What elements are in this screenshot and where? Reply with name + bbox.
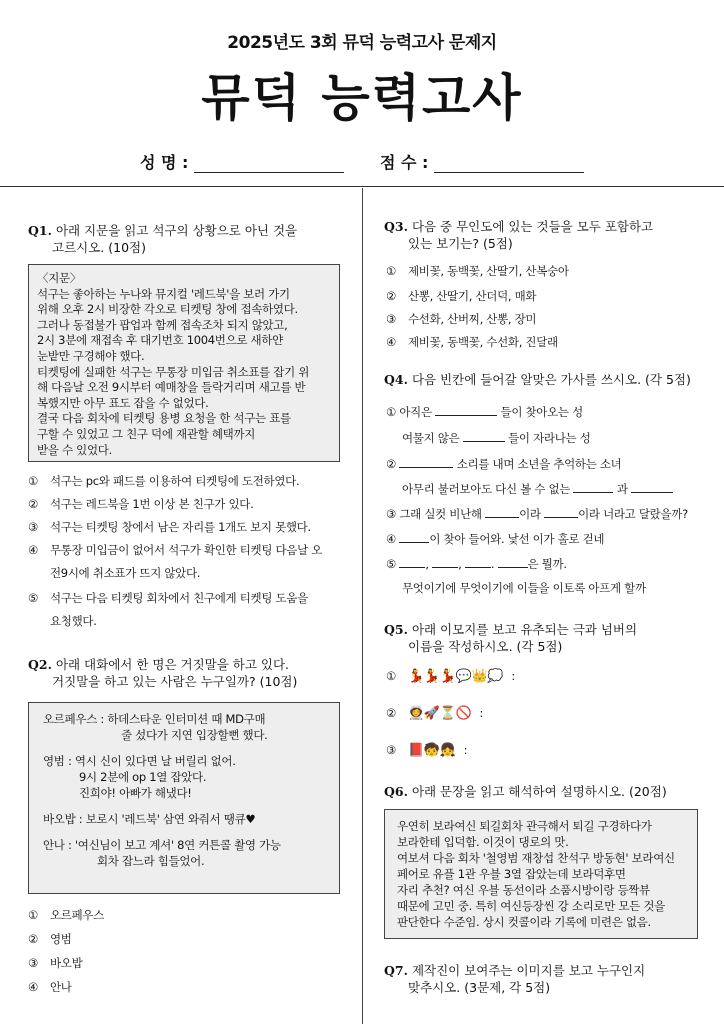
q2-dialog-line: 바오밥 : 보로시 '레드북' 삼연 와줘서 땡큐♥ — [43, 812, 256, 826]
q1-option-text: 석구는 다음 티켓팅 회차에서 친구에게 티켓팅 도움을 — [50, 591, 308, 605]
q5-emoji-sequence: 👩‍🚀🚀⏳🚫 — [408, 706, 472, 721]
q2-option-text: 바오밥 — [50, 956, 83, 970]
q1-option[interactable] — [28, 519, 311, 535]
q4-line5-end: 이라 너라고 달랐을까? — [578, 507, 688, 521]
q4-line3 — [386, 455, 621, 472]
q3-text-line1: 다음 중 무인도에 있는 것들을 모두 포함하고 — [411, 219, 654, 234]
q1-prompt — [28, 222, 348, 256]
q3-option-text: 제비꽃, 동백꽃, 산딸기, 산복숭아 — [408, 264, 569, 278]
q4-line2-start: 여물지 않은 — [402, 431, 460, 445]
q4-blank-9[interactable] — [399, 555, 425, 568]
q1-option-marker: ⑤ — [28, 591, 39, 605]
q3-option-marker: ④ — [386, 335, 397, 349]
q4-line5-start: ③ 그래 실컷 비난해 — [386, 507, 482, 521]
q5-row — [386, 705, 483, 722]
q1-option-text: 전9시에 취소표가 뜨지 않았다. — [50, 566, 201, 580]
q1-option[interactable] — [28, 473, 299, 489]
q4-line7 — [386, 555, 567, 572]
q7-number: Q7. — [384, 963, 408, 978]
q1-passage-line: 석구는 좋아하는 누나와 뮤지컬 '레드북'을 보러 가기 — [37, 286, 290, 301]
q6-number: Q6. — [384, 784, 408, 799]
q4-line7-sep1: , — [425, 557, 429, 571]
q3-prompt — [384, 218, 714, 252]
q1-passage-line: 2시 3분에 재접속 후 대기번호 1004번으로 새하얀 — [37, 333, 283, 348]
q3-option[interactable] — [386, 288, 536, 304]
q4-line7-sep3: . — [490, 557, 495, 571]
q1-passage-line: 티켓팅에 실패한 석구는 무통장 미입금 취소표를 잡기 위 — [37, 364, 310, 379]
header-divider — [0, 186, 724, 187]
q4-line5-mid: 이라 — [519, 507, 541, 521]
q5-answer-colon[interactable]: : — [463, 743, 468, 757]
q3-option-text: 산뽕, 산딸기, 산더덕, 매화 — [408, 289, 537, 303]
q1-passage-box — [28, 264, 340, 462]
q1-text-line1: 아래 지문을 읽고 석구의 상황으로 아닌 것을 — [55, 223, 298, 238]
q2-dialog-line: 회차 잡느라 힘들었어. — [97, 854, 205, 868]
q2-dialog-line: 오르페우스 : 하데스타운 인터미션 때 MD구매 — [43, 712, 266, 726]
q6-passage-line: 판단한다 수준임. 상시 컷콜이라 기록에 미련은 없음. — [397, 915, 651, 929]
q7-text-line2: 맞추시오. (3문제, 각 5점) — [408, 980, 551, 995]
q6-passage-line: 여보셔 다음 회차 '철영범 재창섭 찬석구 방동현' 보라여신 — [397, 851, 675, 865]
q2-option-marker: ④ — [28, 980, 39, 994]
q1-option-text: 석구는 티켓팅 창에서 남은 자리를 1개도 보지 못했다. — [50, 520, 311, 534]
q1-option[interactable] — [28, 590, 308, 606]
q1-passage-line: 결국 다음 회차에 티켓팅 용병 요청을 한 석구는 표를 — [37, 411, 291, 426]
q3-option-marker: ② — [386, 289, 397, 303]
q6-text-line1: 아래 문장을 읽고 해석하여 설명하시오. (20점) — [411, 784, 667, 799]
q1-option-text: 석구는 레드북을 1번 이상 본 친구가 있다. — [50, 497, 254, 511]
q1-option-marker: ③ — [28, 520, 39, 534]
name-field — [140, 150, 344, 173]
score-label: 점 수 : — [380, 153, 429, 172]
q5-row — [386, 742, 467, 759]
q6-passage-line: 때문에 고민 중. 특히 여신등장씬 강 소리로만 모든 것을 — [397, 899, 665, 913]
q4-line4-mid: 과 — [616, 482, 628, 496]
q4-line2-end: 들이 자라나는 성 — [508, 431, 591, 445]
q5-emoji-sequence: 💃💃💃💬👑💭 — [408, 669, 504, 684]
q4-blank-2[interactable] — [463, 429, 505, 442]
q4-line3-end: 소리를 내며 소년을 추억하는 소녀 — [456, 457, 622, 471]
q4-blank-4[interactable] — [573, 480, 613, 493]
q4-blank-6[interactable] — [485, 505, 519, 518]
q1-text-line2: 고르시오. (10점) — [52, 240, 146, 255]
q3-option[interactable] — [386, 311, 536, 327]
q3-option[interactable] — [386, 263, 569, 279]
q1-passage-line: 위해 오후 2시 비장한 각오로 티켓팅 창에 접속하였다. — [37, 302, 298, 317]
name-label: 성 명 : — [140, 153, 189, 172]
q4-line3-start: ② — [386, 457, 397, 471]
score-field — [380, 150, 584, 173]
q4-blank-3[interactable] — [399, 455, 453, 468]
q3-option-text: 제비꽃, 동백꽃, 수선화, 진달래 — [408, 335, 558, 349]
q4-blank-11[interactable] — [465, 555, 491, 568]
q2-prompt — [28, 656, 348, 690]
exam-title: 뮤덕 능력고사 — [201, 68, 523, 127]
q1-passage-line: 구할 수 있었고 그 친구 덕에 재관할 혜택까지 — [37, 426, 256, 441]
q5-text-line2: 이름을 작성하시오. (각 5점) — [408, 639, 563, 654]
q4-line7-sep2: , — [458, 557, 462, 571]
q2-option-marker: ③ — [28, 956, 39, 970]
q4-prompt — [384, 371, 724, 388]
q4-line7-end: 은 뭘까. — [527, 557, 567, 571]
q6-passage-line: 우연히 보라여신 퇴길회차 관극해서 퇴길 구경하다가 — [397, 819, 652, 833]
q5-emoji-sequence: 📕🧒👧 — [408, 743, 456, 758]
q2-option-text: 영범 — [50, 932, 72, 946]
q5-number: Q5. — [384, 622, 408, 637]
q2-number: Q2. — [28, 657, 52, 672]
q1-option-text: 요청했다. — [50, 614, 97, 628]
q4-line5 — [386, 505, 688, 522]
q2-option-text: 오르페우스 — [50, 908, 105, 922]
q2-dialog-spacer — [43, 801, 325, 811]
q2-dialog-line: 줄 섰다가 지연 입장할뻔 했다. — [121, 728, 268, 742]
q2-option[interactable] — [28, 907, 104, 923]
q7-prompt — [384, 962, 714, 996]
q1-option[interactable] — [28, 542, 322, 558]
q5-answer-colon[interactable]: : — [511, 669, 515, 683]
q6-prompt — [384, 783, 714, 800]
q1-option-text: 석구는 pc와 패드를 이용하여 티켓팅에 도전하였다. — [50, 474, 300, 488]
q4-number: Q4. — [384, 372, 408, 387]
q4-blank-12[interactable] — [498, 555, 528, 568]
q6-passage-line: 보라한테 입덕함. 이것이 댕로의 맛. — [397, 835, 569, 849]
q1-passage-line: 그러나 동접불가 팝업과 함께 접속조차 되지 않았고, — [37, 317, 288, 332]
q4-line6 — [386, 530, 604, 547]
q1-option[interactable] — [28, 496, 253, 512]
q4-line7-start: ⑤ — [386, 557, 397, 571]
q5-row — [386, 668, 515, 685]
q1-number: Q1. — [28, 223, 52, 238]
q4-text-line1: 다음 빈칸에 들어갈 알맞은 가사를 쓰시오. (각 5점) — [411, 372, 691, 387]
q2-option-marker: ② — [28, 932, 39, 946]
q5-answer-colon[interactable]: : — [479, 706, 484, 720]
q3-text-line2: 있는 보기는? (5점) — [408, 236, 513, 251]
q2-text-line2: 거짓말을 하고 있는 사람은 누구일까? (10점) — [52, 674, 298, 689]
q4-line1-end: 들이 찾아오는 성 — [500, 405, 583, 419]
q4-blank-10[interactable] — [432, 555, 458, 568]
q2-option-marker: ① — [28, 908, 39, 922]
q4-line6-start: ④ — [386, 532, 397, 546]
q2-text-line1: 아래 대화에서 한 명은 거짓말을 하고 있다. — [55, 657, 290, 672]
q4-line1 — [386, 403, 583, 420]
q2-option[interactable] — [28, 979, 72, 995]
q4-line4 — [402, 480, 673, 497]
q1-passage-line: 받을 수 있었다. — [37, 442, 112, 457]
q6-passage-box — [384, 809, 698, 939]
q5-prompt — [384, 621, 714, 655]
q1-option-marker: ① — [28, 474, 39, 488]
q4-blank-8[interactable] — [399, 530, 429, 543]
q2-dialog-line: 영범 : 역시 신이 있다면 날 버릴리 없어. — [43, 754, 236, 768]
q3-option-marker: ① — [386, 264, 397, 278]
q2-option-text: 안나 — [50, 980, 72, 994]
q7-text-line1: 제작진이 보여주는 이미지를 보고 누구인지 — [411, 963, 646, 978]
q2-dialog-line: 9시 2분에 op 1열 잡았다. — [79, 770, 207, 784]
q1-passage-line: 〈지문〉 — [37, 271, 82, 285]
q4-blank-1[interactable] — [435, 403, 497, 416]
score-input-line[interactable] — [434, 154, 584, 173]
q6-passage-line: 페어로 유플 1관 우블 3열 잡았는데 보라덕후면 — [397, 867, 626, 881]
q5-row-marker: ② — [386, 706, 397, 720]
q1-option-marker: ② — [28, 497, 39, 511]
q4-line1-start: ① 아직은 — [386, 405, 432, 419]
q1-passage-line: 복했지만 아무 표도 잡을 수 없었다. — [37, 395, 209, 410]
q1-option — [28, 613, 97, 629]
q2-dialog-box — [28, 702, 340, 894]
q5-row-marker: ① — [386, 669, 397, 683]
q4-blank-7[interactable] — [544, 505, 578, 518]
q4-line8: 무엇이기에 무엇이기에 이들을 이토록 아프게 할까 — [402, 581, 646, 595]
q3-option-marker: ③ — [386, 312, 397, 326]
q4-blank-5[interactable] — [631, 480, 673, 493]
q2-dialog-line: 안나 : '여신님이 보고 계셔' 8연 커튼콜 촬영 가능 — [43, 838, 281, 852]
q4-line6-end: 이 찾아 들어와. 낯선 이가 홀로 걷네 — [429, 532, 605, 546]
q2-dialog-spacer — [43, 743, 325, 753]
q5-text-line1: 아래 이모지를 보고 유추되는 극과 넘버의 — [411, 622, 638, 637]
q2-option[interactable] — [28, 931, 72, 947]
exam-subtitle: 2025년도 3회 뮤덕 능력고사 문제지 — [227, 33, 497, 53]
q2-option[interactable] — [28, 955, 82, 971]
q1-option-marker: ④ — [28, 543, 39, 557]
q2-dialog-line: 진희야! 아빠가 해냈다! — [79, 786, 192, 800]
column-divider — [362, 188, 363, 1024]
q1-passage-line: 해 다음날 오전 9시부터 예매창을 들락거리며 새고를 반 — [37, 380, 306, 395]
q3-option-text: 수선화, 산버찌, 산뽕, 장미 — [408, 312, 537, 326]
q6-passage-line: 자리 추천? 여신 우블 동선이라 소품시방이랑 등짝뷰 — [397, 883, 650, 897]
q4-line2 — [402, 429, 591, 446]
q1-passage-line: 눈밭만 구경해야 했다. — [37, 348, 145, 363]
name-input-line[interactable] — [194, 154, 344, 173]
q3-number: Q3. — [384, 219, 408, 234]
q4-line4-start: 아무리 불러보아도 다신 볼 수 없는 — [402, 482, 571, 496]
q1-option-text: 무통장 미입금이 없어서 석구가 확인한 티켓팅 다음날 오 — [50, 543, 323, 557]
q2-dialog-spacer — [43, 827, 325, 837]
q5-row-marker: ③ — [386, 743, 397, 757]
q3-option[interactable] — [386, 334, 558, 350]
q1-option — [28, 565, 200, 581]
